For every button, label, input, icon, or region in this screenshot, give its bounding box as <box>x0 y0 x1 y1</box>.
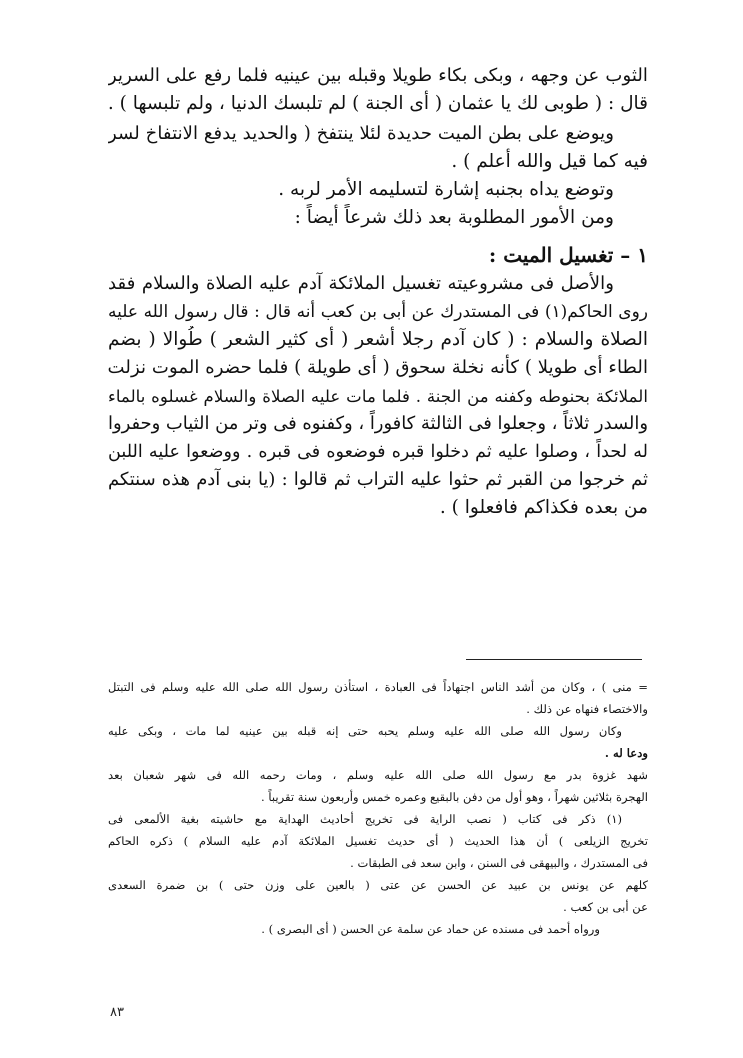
footnote-line: ودعا له . <box>604 746 648 760</box>
footnote-divider <box>466 659 642 660</box>
footnote-line: (١) ذكر فى كتاب ( نصب الراية فى تخريج أحاديث الهداية مع حاشيته بغية الألمعى فى <box>108 812 622 826</box>
footnotes <box>108 676 648 940</box>
body-line: قال : ( طوبى لك يا عثمان ( أى الجنة ) لم تلبسك الدنيا ، ولم تلبسها ) . <box>108 93 648 114</box>
footnote-line: تخريج الزيلعى ) أن هذا الحديث ( أى حديث تغسيل الملائكة آدم عليه السلام ) ذكره الحاكم <box>108 834 648 848</box>
footnote-line: الهجرة بثلاثين شهراً ، وهو أول من دفن بالبقيع وعمره خمس وأربعون سنة تقريباً . <box>260 790 648 804</box>
body-line: من بعده فكذاكم فافعلوا ) . <box>439 497 648 518</box>
section-heading: ١ – تغسيل الميت : <box>488 243 648 267</box>
body-line: ثم خرجوا من القبر ثم حثوا عليه التراب ثم قالوا : (يا بنى آدم هذه سنتكم <box>108 469 648 490</box>
main-text <box>108 62 648 522</box>
body-line: الملائكة بحنوطه وكفنه من الجنة . فلما مات عليه الصلاة والسلام غسلوه بالماء <box>108 386 648 406</box>
footnote-line: ورواه أحمد فى مسنده عن حماد عن سلمة عن الحسن ( أى البصرى ) . <box>261 922 600 936</box>
body-line: وتوضع يداه بجنبه إشارة لتسليمه الأمر لربه . <box>278 179 614 200</box>
body-line: الثوب عن وجهه ، وبكى بكاء طويلا وقبله بين عينيه فلما رفع على السرير <box>108 65 648 86</box>
footnote-line: عن أبى بن كعب . <box>563 900 648 914</box>
footnote-line: وكان رسول الله صلى الله عليه وسلم يحبه حتى إنه قبله بين عينيه لما مات ، وبكى عليه <box>108 724 622 738</box>
body-line: له لحداً ، وصلوا عليه ثم دخلوا قبره فوضعوه فى قبره . ووضعوا عليه اللبن <box>108 442 648 462</box>
body-line: ومن الأمور المطلوبة بعد ذلك شرعاً أيضاً : <box>294 207 614 228</box>
footnote-line: فى المستدرك ، والبيهقى فى السنن ، وابن سعد فى الطبقات . <box>350 856 648 870</box>
body-line: روى الحاكم(١) فى المستدرك عن أبى بن كعب أنه قال : قال رسول الله عليه <box>108 302 648 322</box>
body-line: فيه كما قيل والله أعلم ) . <box>451 151 648 172</box>
footnote-line: شهد غزوة بدر مع رسول الله صلى الله عليه وسلم ، ومات رحمه الله فى شهر شعبان بعد <box>108 768 648 782</box>
body-line: الصلاة والسلام : ( كان آدم رجلا أشعر ( أى كثير الشعر ) طُوالا ( بضم <box>108 329 648 350</box>
footnote-line: والاختصاء فنهاه عن ذلك . <box>526 702 648 716</box>
body-line: والسدر ثلاثاً ، وجعلوا فى الثالثة كافوراً ، وكفنوه فى وتر من الثياب وحفروا <box>108 413 648 434</box>
footnote-line: = منى ) ، وكان من أشد الناس اجتهاداً فى العبادة ، استأذن رسول الله صلى الله عليه وسلم فى التبتل <box>108 680 648 694</box>
body-line: الطاء أى طويلا ) كأنه نخلة سحوق ( أى طويلة ) فلما حضره الموت نزلت <box>108 357 648 378</box>
body-line: والأصل فى مشروعيته تغسيل الملائكة آدم عليه الصلاة والسلام فقد <box>108 273 614 294</box>
footnote-line: كلهم عن يونس بن عبيد عن الحسن عن عتى ( بالعين على وزن حتى ) بن ضمرة السعدى <box>108 878 648 892</box>
body-line: ويوضع على بطن الميت حديدة لئلا ينتفخ ( والحديد يدفع الانتفاخ لسر <box>108 123 614 144</box>
page-number: ٨٣ <box>110 1005 124 1020</box>
